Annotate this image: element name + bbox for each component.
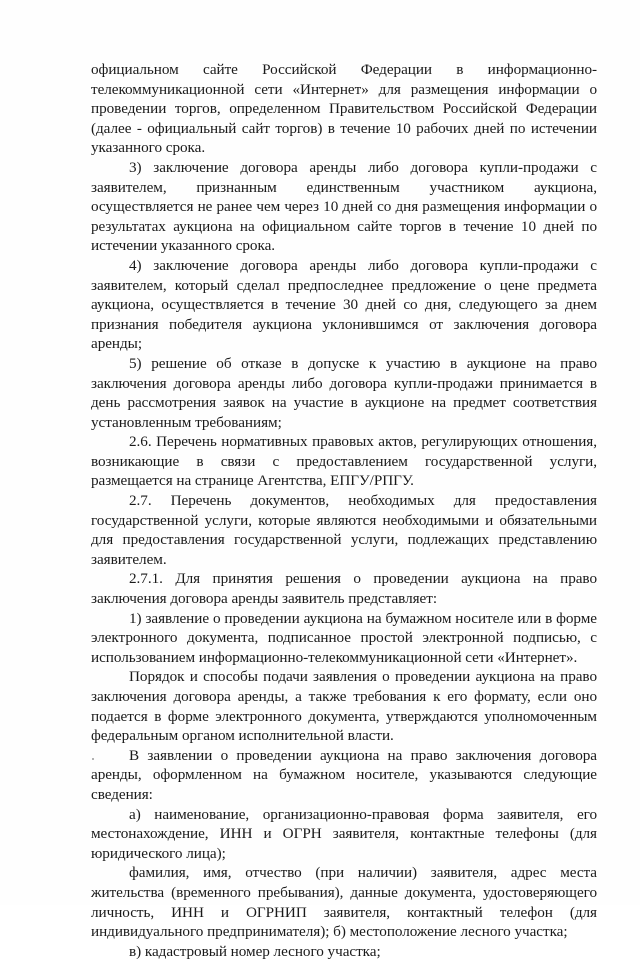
paragraph-item-v: в) кадастровый номер лесного участка; [129,942,381,960]
paragraph-section-2-6: 2.6. Перечень нормативных правовых актов, регулирующих отношения, возникающие в связи с предоставлением государственной услуги, размещается на странице Агентства, ЕПГУ/РПГУ. [91,433,597,490]
paragraph-submission-procedure: Порядок и способы подачи заявления о проведении аукциона на право заключения договора аренды, а также требования к его формату, если оно подается в форме электронного документа, утверждаются уполномоченным федеральным органом исполнительной власти. [91,668,597,745]
paragraph-item-5: 5) решение об отказе в допуске к участию в аукционе на право заключения договора аренды либо договора купли-продажи принимается в день рассмотрения заявок на участие в аукционе на предмет соответствия установленным требованиям; [91,354,597,431]
document-body [91,60,597,961]
paragraph-item-a: а) наименование, организационно-правовая форма заявителя, его местонахождение, ИНН и ОГРН заявителя, контактные телефоны (для юридического лица); [91,805,597,862]
paragraph-individual-entrepreneur: фамилия, имя, отчество (при наличии) заявителя, адрес места жительства (временного пребывания), данные документа, удостоверяющего личность, ИНН и ОГРНИП заявителя, контактный телефон (для индивидуального предпринимателя); б) местоположение лесного участка; [91,864,597,941]
paragraph-official-site: официальном сайте Российской Федерации в информационно-телекоммуникационной сети «Интернет» для размещения информации о проведении торгов, определенном Правительством Российской Федерации (далее - официальный сайт торгов) в течение 10 рабочих дней по истечении указанного срока. [91,61,597,157]
scan-speck [92,758,94,760]
paragraph-section-2-7: 2.7. Перечень документов, необходимых для предоставления государственной услуги, которые являются необходимыми и обязательными для предоставления государственной услуги, подлежащих представлению заявителем. [91,492,597,568]
paragraph-section-2-7-1: 2.7.1. Для принятия решения о проведении аукциона на право заключения договора аренды заявитель представляет: [91,570,597,608]
paragraph-application-contents: В заявлении о проведении аукциона на право заключения договора аренды, оформленном на бумажном носителе, указываются следующие сведения: [91,746,597,803]
paragraph-item-4: 4) заключение договора аренды либо договора купли-продажи с заявителем, который сделал предпоследнее предложение о цене предмета аукциона, осуществляется в течение 30 дней со дня, следующего за днем признания победителя аукциона уклонившимся от заключения договора аренды; [91,256,597,353]
paragraph-item-3: 3) заключение договора аренды либо договора купли-продажи с заявителем, признанным единственным участником аукциона, осуществляется не ранее чем через 10 дней со дня размещения информации о результатах аукциона на официальном сайте торгов в течение 10 дней по истечении указанного срока. [91,158,597,255]
paragraph-item-1-application: 1) заявление о проведении аукциона на бумажном носителе или в форме электронного документа, подписанное простой электронной подписью, с использованием информационно-телекоммуникационной сети «Интернет». [91,609,597,666]
